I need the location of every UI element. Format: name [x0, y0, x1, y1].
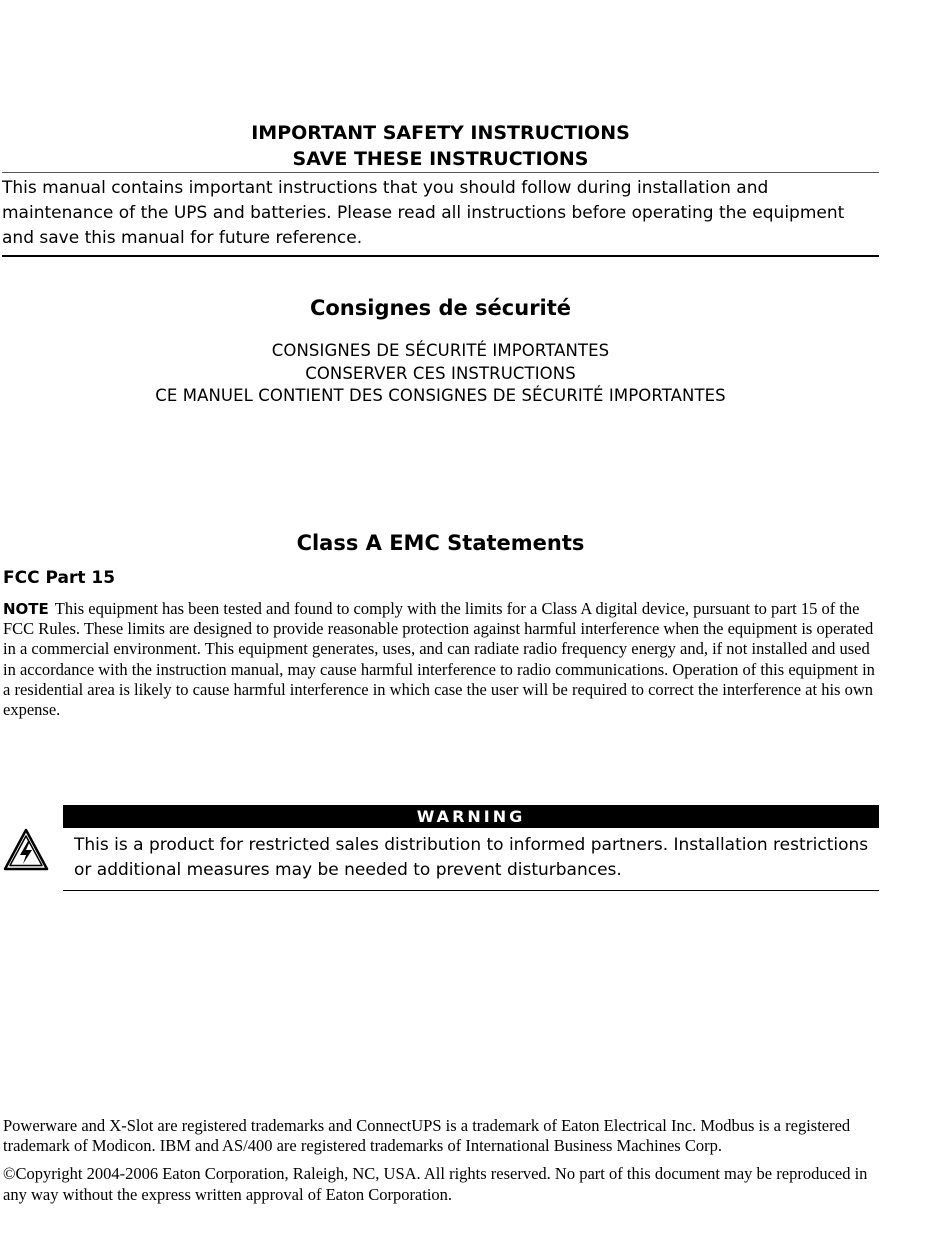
electrical-hazard-icon — [3, 828, 49, 872]
fcc-subheading: FCC Part 15 — [3, 568, 116, 588]
copyright-text: ©Copyright 2004-2006 Eaton Corporation, Raleigh, NC, USA. All rights reserved. No part of this document may be reproduced in any way without the express written approval of Eaton Corporation. — [3, 1164, 868, 1204]
note-label: NOTE — [3, 600, 49, 618]
safety-body-text: This manual contains important instructions that you should follow during installation and maintenance of the UPS and batteries. Please read all instructions before operating the equipment and save this manual for future reference. — [2, 178, 845, 248]
french-safety-lines — [2, 340, 879, 408]
french-line: CONSIGNES DE SÉCURITÉ IMPORTANTES — [271, 341, 610, 360]
safety-instructions-section — [2, 120, 879, 257]
warning-banner: WARNING — [63, 805, 879, 828]
safety-title-line1: IMPORTANT SAFETY INSTRUCTIONS — [251, 122, 630, 144]
french-line: CONSERVER CES INSTRUCTIONS — [305, 363, 576, 383]
fcc-note-paragraph — [3, 599, 883, 720]
french-line: CE MANUEL CONTIENT DES CONSIGNES DE SÉCURITÉ IMPORTANTES — [155, 386, 726, 405]
trademarks-text: Powerware and X-Slot are registered trademarks and ConnectUPS is a trademark of Eaton Electrical Inc. Modbus is a registered trademark of Modicon. IBM and AS/400 are registered trademarks of International Business Machines Corp. — [3, 1116, 851, 1156]
warning-text: This is a product for restricted sales distribution to informed partners. Installation restrictions or additional measures may be needed to prevent disturbances. — [74, 835, 869, 880]
divider — [2, 172, 879, 173]
safety-title-line2: SAVE THESE INSTRUCTIONS — [292, 148, 589, 170]
divider — [63, 890, 879, 891]
divider — [2, 255, 879, 257]
french-safety-heading: Consignes de sécurité — [309, 296, 572, 320]
emc-heading: Class A EMC Statements — [296, 531, 585, 555]
footer-legal — [3, 1116, 883, 1205]
note-text: This equipment has been tested and found to comply with the limits for a Class A digital device, pursuant to part 15 of the FCC Rules. These limits are designed to provide reasonable protection against harmful interference when the equipment is operated in a commercial environment. This equipment generates, uses, and can radiate radio frequency energy and, if not installed and used in accordance with the instruction manual, may cause harmful interference to radio communications. Operation of this equipment in a residential area is likely to cause harmful interference in which case the user will be required to correct the interference at his own expense. — [3, 599, 875, 720]
